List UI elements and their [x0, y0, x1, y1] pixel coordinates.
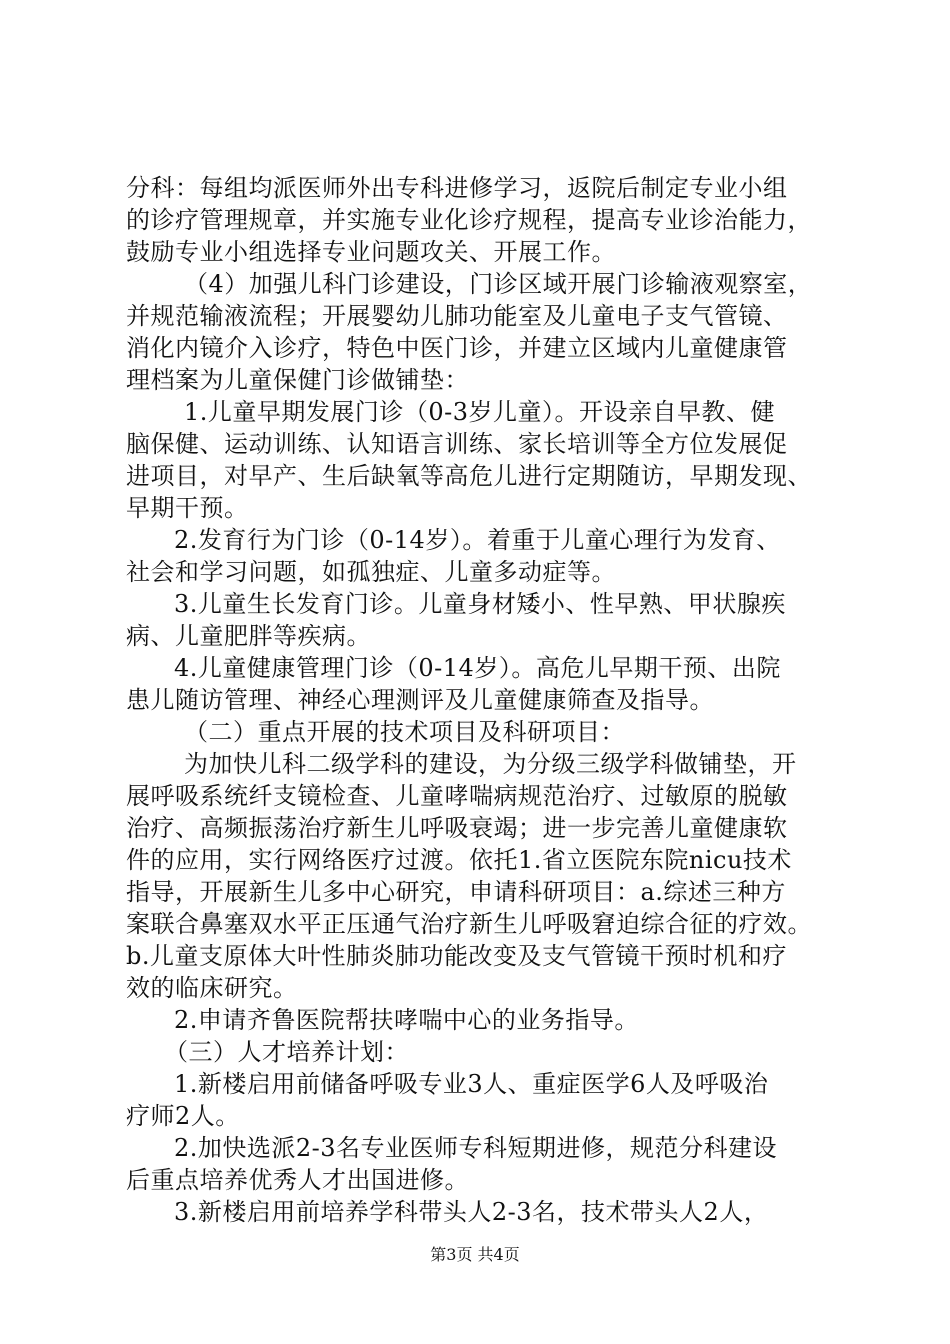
text-line: 件的应用，实行网络医疗过渡。依托1.省立医院东院nicu技术: [126, 846, 792, 874]
text-line: 早期干预。: [126, 494, 249, 522]
list-item-2: 2.加快选派2-3名专业医师专科短期进修，规范分科建设: [174, 1134, 778, 1162]
paragraph-start: 为加快儿科二级学科的建设，为分级三级学科做铺垫，开: [184, 750, 797, 778]
section-heading-2: （二）重点开展的技术项目及科研项目：: [184, 718, 625, 746]
text-line: 鼓励专业小组选择专业问题攻关、开展工作。: [126, 238, 616, 266]
list-item-1: 1.新楼启用前储备呼吸专业3人、重症医学6人及呼吸治: [174, 1070, 769, 1098]
list-item-2: 2.发育行为门诊（0-14岁）。着重于儿童心理行为发育、: [174, 526, 781, 554]
text-line: 效的临床研究。: [126, 974, 298, 1002]
section-heading-3: （三）人才培养计划：: [164, 1038, 409, 1066]
text-line: 脑保健、运动训练、认知语言训练、家长培训等全方位发展促: [126, 430, 788, 458]
paragraph-start: （4）加强儿科门诊建设，门诊区域开展门诊输液观察室，: [184, 270, 813, 298]
text-line: 的诊疗管理规章，并实施专业化诊疗规程，提高专业诊治能力，: [126, 206, 812, 234]
text-line: 疗师2人。: [126, 1102, 240, 1130]
list-item-4: 4.儿童健康管理门诊（0-14岁）。高危儿早期干预、出院: [174, 654, 781, 682]
text-line: 消化内镜介入诊疗，特色中医门诊，并建立区域内儿童健康管: [126, 334, 788, 362]
document-body: [126, 172, 846, 1228]
list-item-1: 1.儿童早期发展门诊（0-3岁儿童）。开设亲自早教、健: [184, 398, 776, 426]
list-item-3: 3.新楼启用前培养学科带头人2-3名，技术带头人2人，: [174, 1198, 769, 1226]
text-line: 指导，开展新生儿多中心研究，申请科研项目：a.综述三种方: [126, 878, 786, 906]
text-line: 患儿随访管理、神经心理测评及儿童健康筛查及指导。: [126, 686, 714, 714]
text-line: 并规范输液流程；开展婴幼儿肺功能室及儿童电子支气管镜、: [126, 302, 788, 330]
text-line: 病、儿童肥胖等疾病。: [126, 622, 371, 650]
text-line: 进项目，对早产、生后缺氧等高危儿进行定期随访，早期发现、: [126, 462, 812, 490]
text-line: 案联合鼻塞双水平正压通气治疗新生儿呼吸窘迫综合征的疗效。: [126, 910, 812, 938]
text-line: b.儿童支原体大叶性肺炎肺功能改变及支气管镜干预时机和疗: [126, 942, 787, 970]
text-line: 社会和学习问题，如孤独症、儿童多动症等。: [126, 558, 616, 586]
text-line: 治疗、高频振荡治疗新生儿呼吸衰竭；进一步完善儿童健康软: [126, 814, 788, 842]
text-line: 展呼吸系统纤支镜检查、儿童哮喘病规范治疗、过敏原的脱敏: [126, 782, 788, 810]
text-line: 理档案为儿童保健门诊做铺垫：: [126, 366, 469, 394]
page-footer: 第3页 共4页: [430, 1245, 520, 1264]
list-item-2: 2.申请齐鲁医院帮扶哮喘中心的业务指导。: [174, 1006, 639, 1034]
text-line: 分科：每组均派医师外出专科进修学习，返院后制定专业小组: [126, 174, 788, 202]
text-line: 后重点培养优秀人才出国进修。: [126, 1166, 469, 1194]
list-item-3: 3.儿童生长发育门诊。儿童身材矮小、性早熟、甲状腺疾: [174, 590, 786, 618]
